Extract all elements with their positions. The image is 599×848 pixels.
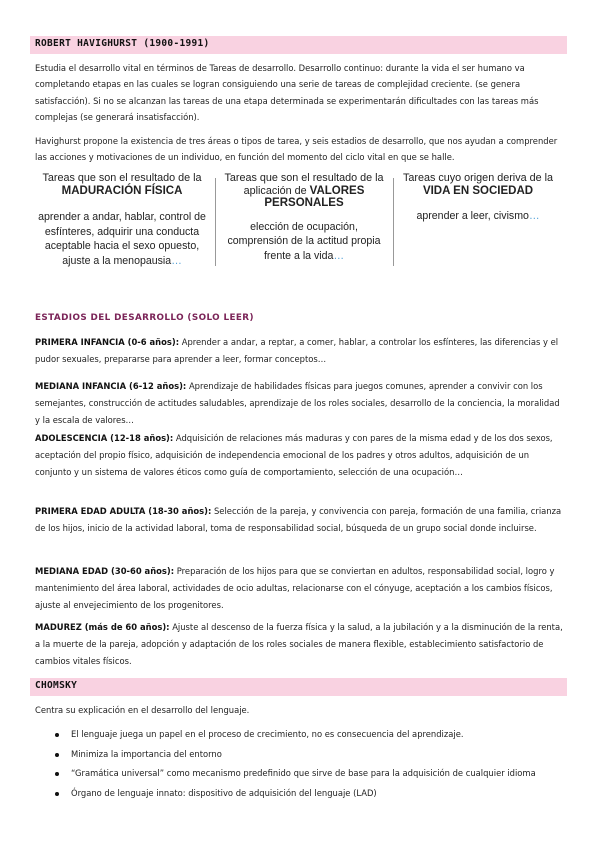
task-types-diagram xyxy=(37,172,557,290)
list-item: El lenguaje juega un papel en el proceso de crecimiento, no es consecuencia del aprendizaje. xyxy=(35,727,555,743)
stage-mediana-infancia: MEDIANA INFANCIA (6-12 años): Aprendizaje de habilidades físicas para juegos comunes, aprender a convivir con los semejantes, construcción de actitudes saludables, aprendizaje de los roles sociales, desarrollo de la conciencia, la moralidad y la escala de valores… xyxy=(35,381,560,425)
task-column-physical xyxy=(37,172,207,268)
section-header-chomsky xyxy=(30,678,567,696)
bullet-icon xyxy=(55,792,59,796)
list-item: Órgano de lenguaje innato: dispositivo de adquisición del lenguaje (LAD) xyxy=(35,786,555,802)
bullet-icon xyxy=(55,772,59,776)
column-body: aprender a andar, hablar, control de esfínteres, adquirir una conducta aceptable hacia el sexo opuesto, ajuste a la menopausia… xyxy=(38,211,206,267)
column-heading: Tareas que son el resultado de la aplicación de VALORES PERSONALES xyxy=(224,172,384,209)
bullet-icon xyxy=(55,733,59,737)
column-divider xyxy=(215,178,216,266)
column-body: elección de ocupación, comprensión de la actitud propia frente a la vida… xyxy=(227,220,381,262)
list-item: “Gramática universal” como mecanismo predefinido que sirve de base para la adquisición de cualquier idioma xyxy=(35,766,555,782)
column-divider xyxy=(393,178,394,266)
section-title: ROBERT HAVIGHURST (1900-1991) xyxy=(35,38,210,49)
stages-title: ESTADIOS DEL DESARROLLO (SOLO LEER) xyxy=(35,313,254,323)
chomsky-intro: Centra su explicación en el desarrollo del lenguaje. xyxy=(35,705,250,715)
stage-mediana-edad: MEDIANA EDAD (30-60 años): Preparación de los hijos para que se conviertan en adultos, responsabilidad social, logro y mantenimiento del área laboral, actividades de ocio adultas, relacionarse con el cónyuge, aceptación a los cambios físicos, ajuste al envejecimiento de los progenitores. xyxy=(35,566,555,610)
column-heading: Tareas cuyo origen deriva de la VIDA EN SOCIEDAD xyxy=(402,172,554,197)
bullet-icon xyxy=(55,753,59,757)
stage-primera-edad-adulta: PRIMERA EDAD ADULTA (18-30 años): Selección de la pareja, y convivencia con pareja, formación de una familia, crianza de los hijos, inicio de la actividad laboral, toma de responsabilidad social, búsqueda de un grupo social donde incluirse. xyxy=(35,506,562,533)
section-header-havighurst xyxy=(30,36,567,54)
list-item: Minimiza la importancia del entorno xyxy=(35,747,555,763)
task-column-values xyxy=(221,172,387,263)
task-column-society xyxy=(399,172,557,224)
stage-primera-infancia: PRIMERA INFANCIA (0-6 años): Aprender a andar, a reptar, a comer, hablar, a controlar los esfínteres, las diferencias y el pudor sexuales, prepararse para aprender a leer, formar conceptos… xyxy=(35,337,559,364)
havighurst-proposal: Havighurst propone la existencia de tres áreas o tipos de tarea, y seis estadios de desarrollo, que nos ayudan a comprender las acciones y motivaciones de un individuo, en función del momento del ciclo vital en que se halle. xyxy=(35,136,558,163)
stage-madurez: MADUREZ (más de 60 años): Ajuste al descenso de la fuerza física y la salud, a la jubilación y a la disminución de la renta, a la muerte de la pareja, adopción y adaptación de los roles sociales de manera flexible, establecimiento satisfactorio de cambios vitales físicos. xyxy=(35,622,563,666)
section-title: CHOMSKY xyxy=(35,680,78,691)
stage-adolescencia: ADOLESCENCIA (12-18 años): Adquisición de relaciones más maduras y con pares de la misma edad y de los dos sexos, aceptación del propio físico, adquisición de independencia emocional de los padres y otros adultos, adquisición de un conjunto y un sistema de valores éticos como guía de comportamiento, selección de una ocupación… xyxy=(35,433,553,477)
column-heading: Tareas que son el resultado de la MADURACIÓN FÍSICA xyxy=(42,172,202,197)
column-body: aprender a leer, civismo… xyxy=(416,210,540,222)
havighurst-intro: Estudia el desarrollo vital en términos de Tareas de desarrollo. Desarrollo continuo: durante la vida el ser humano va completando etapas en las cuales se logran consiguiendo una serie de tareas de complejidad creciente. (se genera satisfacción). Si no se alcanzan las tareas de una etapa determinada se experimentarán dificultades con las tareas más complejas (se generará insatisfacción). xyxy=(35,63,539,122)
chomsky-bullet-list xyxy=(35,727,555,805)
